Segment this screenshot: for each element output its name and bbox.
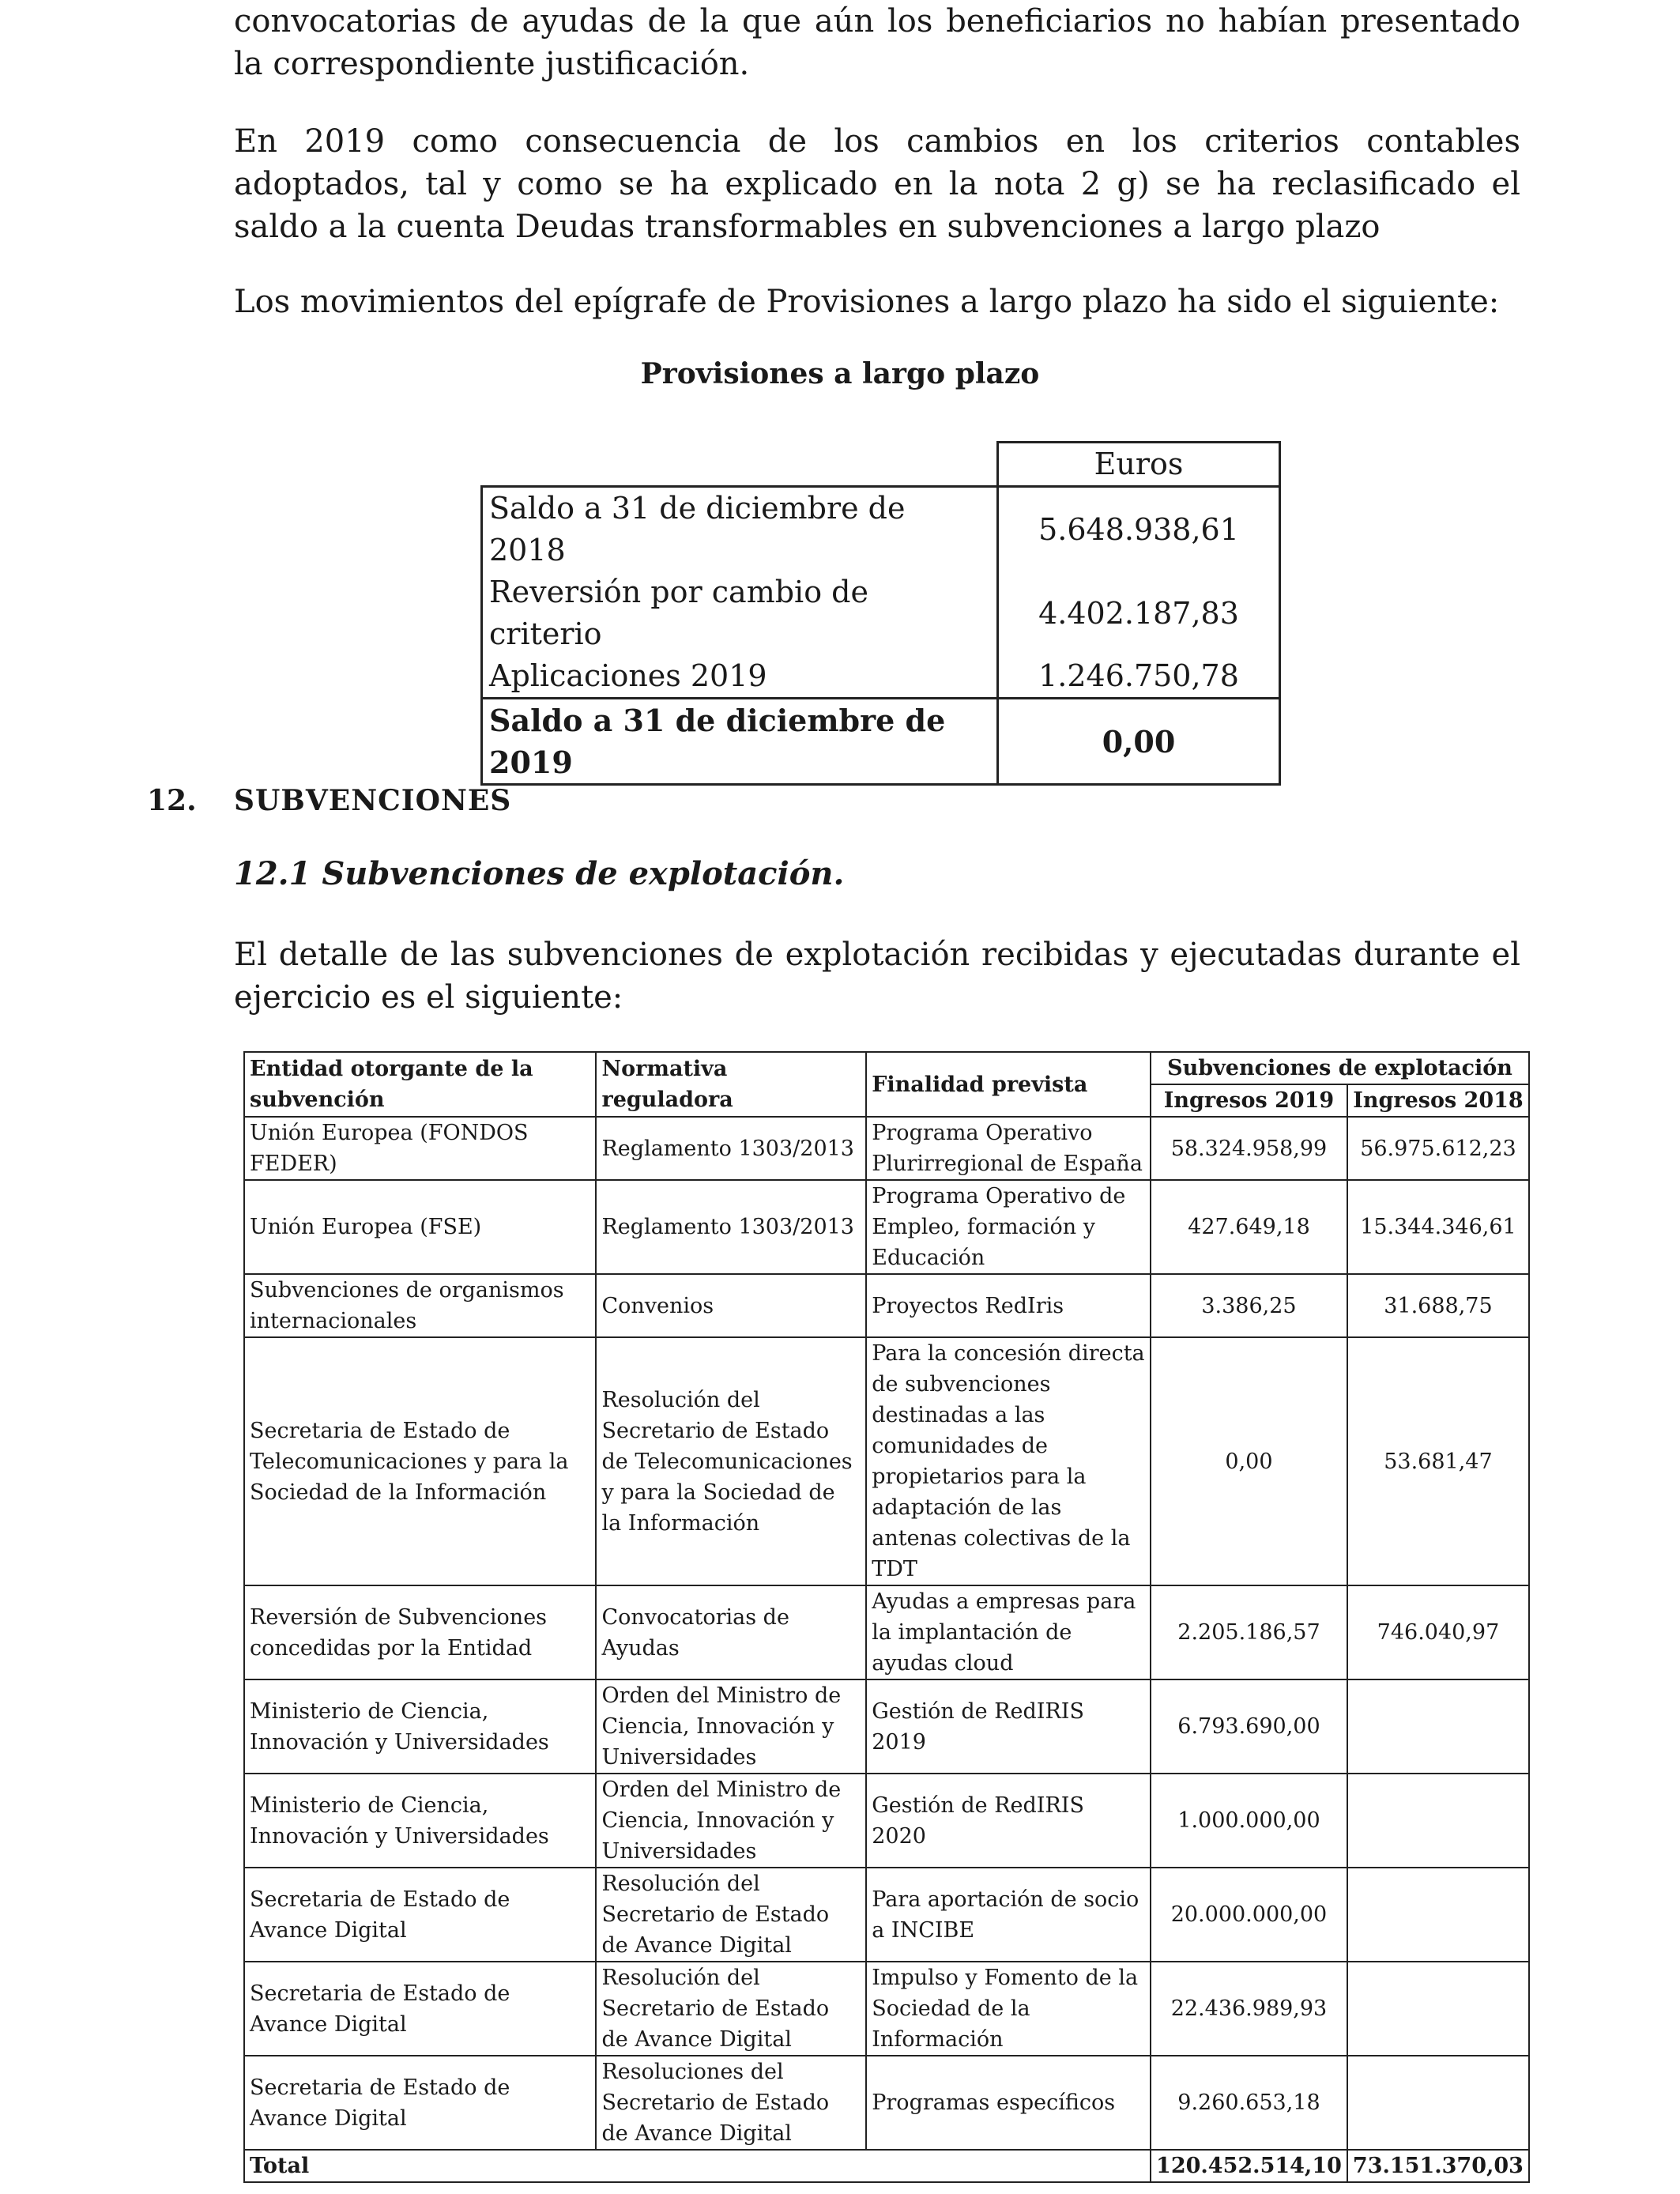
total-2019: 120.452.514,10 — [1151, 2150, 1347, 2182]
cell-regulation: Reglamento 1303/2013 — [596, 1117, 866, 1180]
provisions-row-value: 1.246.750,78 — [998, 655, 1280, 699]
table-row — [244, 1962, 1529, 2056]
cell-purpose: Programas específicos — [866, 2056, 1151, 2150]
cell-entity: Secretaria de Estado de Telecomunicaciones y para la Sociedad de la Información — [244, 1337, 596, 1585]
cell-entity: Reversión de Subvenciones concedidas por la Entidad — [244, 1585, 596, 1679]
provisions-total-label: Saldo a 31 de diciembre de 2019 — [482, 699, 998, 785]
table-row — [244, 1337, 1529, 1585]
cell-2018: 746.040,97 — [1347, 1585, 1529, 1679]
cell-regulation: Resoluciones del Secretario de Estado de Avance Digital — [596, 2056, 866, 2150]
cell-2018 — [1347, 1962, 1529, 2056]
cell-2018: 15.344.346,61 — [1347, 1180, 1529, 1274]
paragraph-justification: convocatorias de ayudas de la que aún los beneficiarios no habían presentado la correspondiente justificación. — [234, 3, 1520, 82]
subsidies-total-row — [244, 2150, 1529, 2182]
subsidies-table — [243, 1051, 1530, 2183]
cell-2019: 20.000.000,00 — [1151, 1868, 1347, 1962]
cell-regulation: Orden del Ministro de Ciencia, Innovación y Universidades — [596, 1679, 866, 1774]
cell-entity: Unión Europea (FSE) — [244, 1180, 596, 1274]
table-row — [244, 1274, 1529, 1337]
provisions-row-label: Saldo a 31 de diciembre de 2018 — [482, 487, 998, 572]
cell-purpose: Programa Operativo de Empleo, formación y Educación — [866, 1180, 1151, 1274]
cell-2018: 56.975.612,23 — [1347, 1117, 1529, 1180]
provisions-row-value: 4.402.187,83 — [998, 571, 1280, 655]
cell-entity: Secretaria de Estado de Avance Digital — [244, 1962, 596, 2056]
paragraph-movements-intro: Los movimientos del epígrafe de Provisiones a largo plazo ha sido el siguiente: — [234, 284, 1500, 320]
provisions-header-euros: Euros — [998, 443, 1280, 487]
cell-2019: 427.649,18 — [1151, 1180, 1347, 1274]
cell-2018 — [1347, 2056, 1529, 2150]
header-group: Subvenciones de explotación — [1151, 1052, 1529, 1084]
paragraph-reclassification: En 2019 como consecuencia de los cambios en los criterios contables adoptados, tal y como se ha explicado en la nota 2 g) se ha reclasificado el saldo a la cuenta Deudas transformables en subvenciones a largo plazo — [234, 123, 1520, 245]
subsidies-header-row — [244, 1052, 1529, 1084]
cell-2019: 1.000.000,00 — [1151, 1774, 1347, 1868]
cell-2018 — [1347, 1679, 1529, 1774]
cell-entity: Unión Europea (FONDOS FEDER) — [244, 1117, 596, 1180]
cell-2018 — [1347, 1868, 1529, 1962]
cell-entity: Ministerio de Ciencia, Innovación y Universidades — [244, 1774, 596, 1868]
cell-purpose: Para aportación de socio a INCIBE — [866, 1868, 1151, 1962]
total-label: Total — [244, 2150, 1151, 2182]
table-row — [244, 1774, 1529, 1868]
table-row — [244, 1585, 1529, 1679]
provisions-row-value: 5.648.938,61 — [998, 487, 1280, 572]
cell-purpose: Gestión de RedIRIS 2020 — [866, 1774, 1151, 1868]
header-regulation: Normativa reguladora — [596, 1052, 866, 1117]
cell-2019: 3.386,25 — [1151, 1274, 1347, 1337]
cell-purpose: Para la concesión directa de subvenciones destinadas a las comunidades de propietarios para la adaptación de las antenas colectivas de la TDT — [866, 1337, 1151, 1585]
cell-regulation: Resolución del Secretario de Estado de Telecomunicaciones y para la Sociedad de la Información — [596, 1337, 866, 1585]
cell-regulation: Reglamento 1303/2013 — [596, 1180, 866, 1274]
cell-2018: 31.688,75 — [1347, 1274, 1529, 1337]
cell-2019: 58.324.958,99 — [1151, 1117, 1347, 1180]
cell-purpose: Proyectos RedIris — [866, 1274, 1151, 1337]
cell-purpose: Programa Operativo Plurirregional de España — [866, 1117, 1151, 1180]
table-row — [244, 1679, 1529, 1774]
cell-regulation: Convocatorias de Ayudas — [596, 1585, 866, 1679]
cell-entity: Secretaria de Estado de Avance Digital — [244, 2056, 596, 2150]
table-row — [244, 1868, 1529, 1962]
cell-purpose: Gestión de RedIRIS 2019 — [866, 1679, 1151, 1774]
provisions-total-value: 0,00 — [998, 699, 1280, 785]
header-income-2018: Ingresos 2018 — [1347, 1084, 1529, 1117]
cell-entity: Ministerio de Ciencia, Innovación y Universidades — [244, 1679, 596, 1774]
cell-2018 — [1347, 1774, 1529, 1868]
cell-entity: Secretaria de Estado de Avance Digital — [244, 1868, 596, 1962]
provisions-row-label: Reversión por cambio de criterio — [482, 571, 998, 655]
paragraph-subsidies-intro: El detalle de las subvenciones de explotación recibidas y ejecutadas durante el ejercicio es el siguiente: — [234, 937, 1520, 1016]
section-title: SUBVENCIONES — [234, 784, 512, 817]
provisions-table-title: Provisiones a largo plazo — [640, 357, 1040, 390]
provisions-row — [482, 487, 1280, 572]
section-number: 12. — [147, 784, 197, 817]
header-entity: Entidad otorgante de la subvención — [244, 1052, 596, 1117]
cell-2019: 0,00 — [1151, 1337, 1347, 1585]
provisions-row-label: Aplicaciones 2019 — [482, 655, 998, 699]
cell-2018: 53.681,47 — [1347, 1337, 1529, 1585]
table-row — [244, 2056, 1529, 2150]
header-purpose: Finalidad prevista — [866, 1052, 1151, 1117]
cell-regulation: Convenios — [596, 1274, 866, 1337]
cell-2019: 2.205.186,57 — [1151, 1585, 1347, 1679]
provisions-table — [480, 441, 1281, 786]
table-row — [244, 1180, 1529, 1274]
cell-regulation: Resolución del Secretario de Estado de Avance Digital — [596, 1962, 866, 2056]
cell-regulation: Resolución del Secretario de Estado de Avance Digital — [596, 1868, 866, 1962]
cell-entity: Subvenciones de organismos internacionales — [244, 1274, 596, 1337]
subsection-title: 12.1 Subvenciones de explotación. — [234, 855, 845, 892]
cell-purpose: Impulso y Fomento de la Sociedad de la Información — [866, 1962, 1151, 2056]
header-income-2019: Ingresos 2019 — [1151, 1084, 1347, 1117]
cell-2019: 6.793.690,00 — [1151, 1679, 1347, 1774]
provisions-total-row — [482, 699, 1280, 785]
provisions-row — [482, 571, 1280, 655]
table-row — [244, 1117, 1529, 1180]
total-2018: 73.151.370,03 — [1347, 2150, 1529, 2182]
cell-regulation: Orden del Ministro de Ciencia, Innovación y Universidades — [596, 1774, 866, 1868]
provisions-header-row — [482, 443, 1280, 487]
cell-purpose: Ayudas a empresas para la implantación de ayudas cloud — [866, 1585, 1151, 1679]
provisions-row — [482, 655, 1280, 699]
cell-2019: 9.260.653,18 — [1151, 2056, 1347, 2150]
cell-2019: 22.436.989,93 — [1151, 1962, 1347, 2056]
